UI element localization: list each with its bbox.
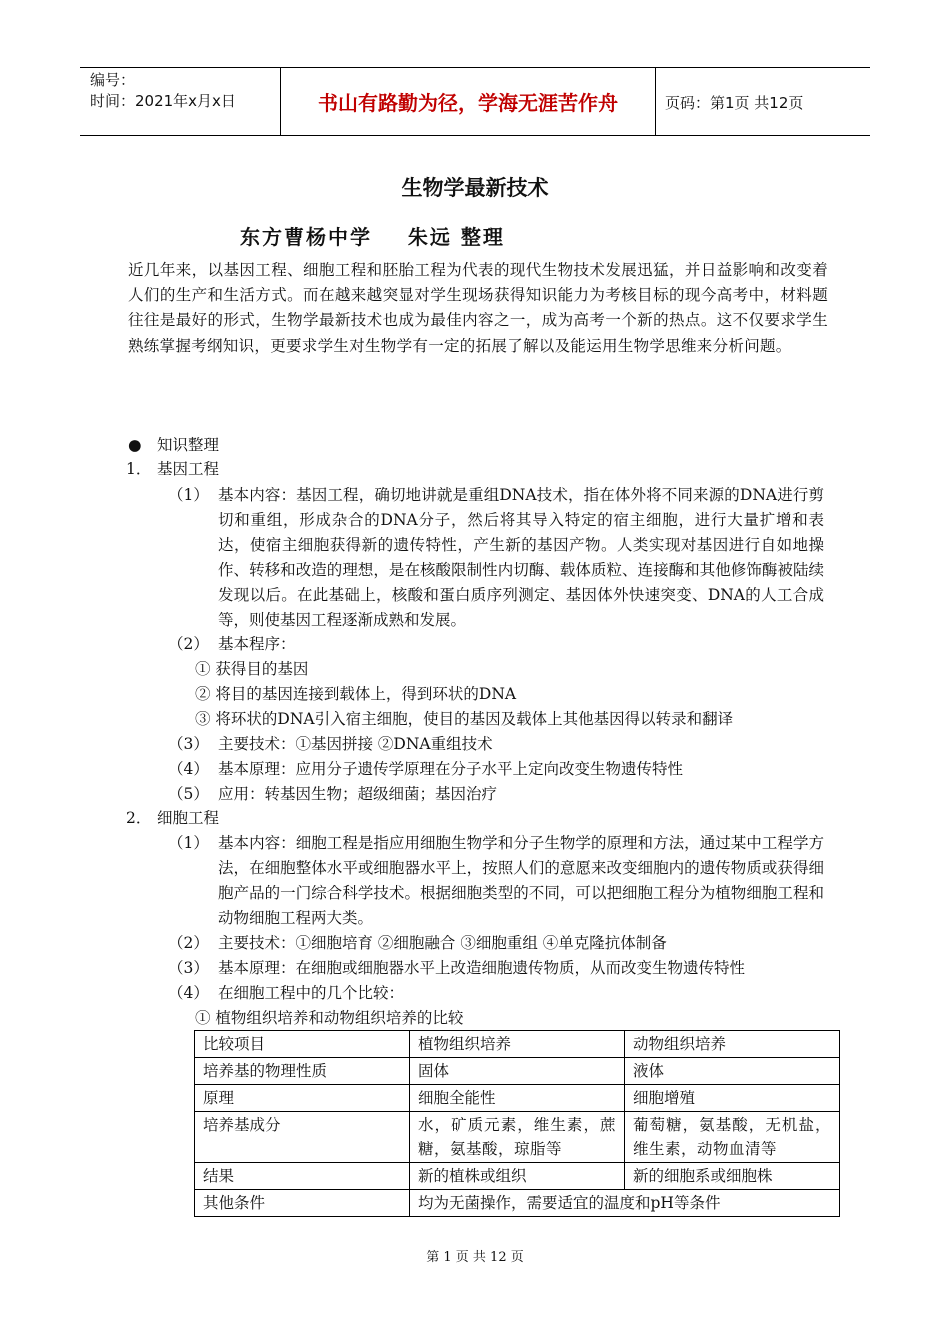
s1-item1-text: 基本内容：基因工程，确切地讲就是重组DNA技术，指在体外将不同来源的DNA进行剪切和重组，形成杂合的DNA分子，然后将其导入特定的宿主细胞，进行大量扩增和表达，使宿主细胞获得新的遗传特性，产生新的基因产物。人类实现对基因进行自如地操作、转移和改造的理想，是在核酸限制性内切酶、载体质粒、连接酶和其他修饰酶被陆续发现以后。在此基础上，核酸和蛋白质序列测定、基因体外快速突变、DNA的人工合成等，则使基因工程逐渐成熟和发展。 bbox=[218, 486, 824, 629]
section1-title: 基因工程 bbox=[157, 460, 220, 478]
header-bottom-rule bbox=[80, 135, 870, 136]
s2-item2-text: 主要技术：①细胞培育 ②细胞融合 ③细胞重组 ④单克隆抗体制备 bbox=[218, 934, 667, 952]
document-subtitle: 东方曹杨中学 朱远 整理 bbox=[240, 225, 505, 249]
table-cell: 葡萄糖，氨基酸，无机盐，维生素，动物血清等 bbox=[625, 1112, 840, 1163]
s2-item2-number: （2） bbox=[168, 934, 209, 952]
table-cell: 水，矿质元素，维生素，蔗糖，氨基酸，琼脂等 bbox=[410, 1112, 625, 1163]
table-header-cell: 比较项目 bbox=[195, 1031, 410, 1058]
table-row bbox=[195, 1163, 840, 1190]
table-cell-merged: 均为无菌操作，需要适宜的温度和pH等条件 bbox=[410, 1190, 840, 1217]
s2-item4-number: （4） bbox=[168, 984, 209, 1002]
table-header-cell: 动物组织培养 bbox=[625, 1031, 840, 1058]
s1-item3-number: （3） bbox=[168, 735, 209, 753]
s1-item4-number: （4） bbox=[168, 760, 209, 778]
table-row bbox=[195, 1085, 840, 1112]
s1-item5-number: （5） bbox=[168, 785, 209, 803]
table-cell: 液体 bbox=[625, 1058, 840, 1085]
s1-item2-number: （2） bbox=[168, 635, 209, 653]
section2-title: 细胞工程 bbox=[157, 809, 220, 827]
table-cell: 固体 bbox=[410, 1058, 625, 1085]
s1-item2-text: 基本程序： bbox=[218, 635, 296, 653]
section2-number: 2． bbox=[126, 809, 152, 827]
header-time-label: 时间：2021年x月x日 bbox=[90, 92, 236, 110]
table-cell: 原理 bbox=[195, 1085, 410, 1112]
s2-item4-text: 在细胞工程中的几个比较： bbox=[218, 984, 405, 1002]
s1-item4-text: 基本原理：应用分子遗传学原理在分子水平上定向改变生物遗传特性 bbox=[218, 760, 684, 778]
table-row bbox=[195, 1112, 840, 1163]
comparison-table bbox=[194, 1030, 840, 1217]
header-left-info bbox=[90, 70, 236, 112]
bullet-icon: ● bbox=[128, 436, 142, 454]
document-title: 生物学最新技术 bbox=[401, 176, 549, 200]
s1-item1-number: （1） bbox=[168, 486, 209, 504]
table-cell: 培养基成分 bbox=[195, 1112, 410, 1163]
outline-heading: 知识整理 bbox=[157, 436, 220, 454]
table-cell: 其他条件 bbox=[195, 1190, 410, 1217]
table-cell: 细胞增殖 bbox=[625, 1085, 840, 1112]
s1-step-3: ③ 将环状的DNA引入宿主细胞，使目的基因及载体上其他基因得以转录和翻译 bbox=[195, 710, 734, 728]
s1-step-2: ② 将目的基因连接到载体上，得到环状的DNA bbox=[195, 685, 517, 703]
s2-item1-text: 基本内容：细胞工程是指应用细胞生物学和分子生物学的原理和方法，通过某中工程学方法，在细胞整体水平或细胞器水平上，按照人们的意愿来改变细胞内的遗传物质或获得细胞产品的一门综合科学技术。根据细胞类型的不同，可以把细胞工程分为植物细胞工程和动物细胞工程两大类。 bbox=[218, 834, 824, 927]
table-row bbox=[195, 1190, 840, 1217]
s1-step-1: ① 获得目的基因 bbox=[195, 660, 309, 678]
table-cell: 培养基的物理性质 bbox=[195, 1058, 410, 1085]
s2-item1-number: （1） bbox=[168, 834, 209, 852]
s2-item3-number: （3） bbox=[168, 959, 209, 977]
table-header-cell: 植物组织培养 bbox=[410, 1031, 625, 1058]
s1-item5-text: 应用：转基因生物；超级细菌；基因治疗 bbox=[218, 785, 498, 803]
header-page-label: 页码：第1页 共12页 bbox=[665, 94, 804, 112]
intro-paragraph: 近几年来，以基因工程、细胞工程和胚胎工程为代表的现代生物技术发展迅猛，并日益影响和改变着人们的生产和生活方式。而在越来越突显对学生现场获得知识能力为考核目标的现今高考中，材料题往往是最好的形式，生物学最新技术也成为最佳内容之一，成为高考一个新的热点。这不仅要求学生熟练掌握考纲知识，更要求学生对生物学有一定的拓展了解以及能运用生物学思维来分析问题。 bbox=[128, 261, 828, 355]
table-cell: 新的细胞系或细胞株 bbox=[625, 1163, 840, 1190]
header-number-label: 编号： bbox=[90, 71, 136, 89]
table-cell: 新的植株或组织 bbox=[410, 1163, 625, 1190]
table-row bbox=[195, 1058, 840, 1085]
table-cell: 结果 bbox=[195, 1163, 410, 1190]
section1-number: 1． bbox=[126, 460, 152, 478]
page-footer: 第 1 页 共 12 页 bbox=[426, 1250, 524, 1265]
s1-item3-text: 主要技术：①基因拼接 ②DNA重组技术 bbox=[218, 735, 493, 753]
table-header-row bbox=[195, 1031, 840, 1058]
table-caption: ① 植物组织培养和动物组织培养的比较 bbox=[195, 1009, 464, 1027]
table-cell: 细胞全能性 bbox=[410, 1085, 625, 1112]
s2-item3-text: 基本原理：在细胞或细胞器水平上改造细胞遗传物质，从而改变生物遗传特性 bbox=[218, 959, 746, 977]
header-motto: 书山有路勤为径，学海无涯苦作舟 bbox=[318, 90, 618, 115]
